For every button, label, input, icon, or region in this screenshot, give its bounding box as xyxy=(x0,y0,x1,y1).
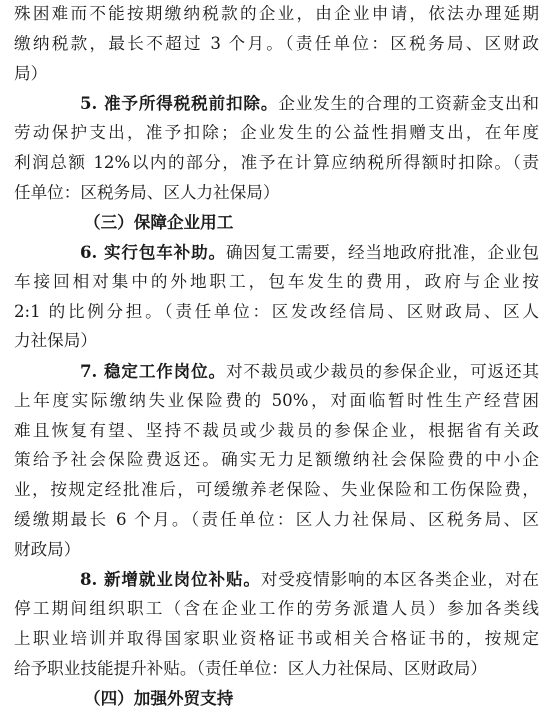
item-text: 企业发生的合理的工资薪金支出和 xyxy=(278,94,540,114)
item-text: 对不裁员或少裁员的参保企业，可返还其 xyxy=(226,362,539,381)
section-heading: （三）保障企业用工 xyxy=(84,212,234,233)
item-7-first-line xyxy=(80,359,539,384)
body-line: 2:1 的比例分担。（责任单位：区发改经信局、区财政局、区人 xyxy=(14,301,539,321)
item-title: 6. 实行包车补助。 xyxy=(80,242,226,262)
body-line: 难且恢复有望、坚持不裁员或少裁员的参保企业，根据省有关政 xyxy=(14,420,539,440)
body-line: 财政局） xyxy=(14,539,81,559)
body-line: 殊困难而不能按期缴纳税款的企业，由企业申请，依法办理延期 xyxy=(14,4,539,23)
item-title: 5. 准予所得税税前扣除。 xyxy=(80,93,279,114)
body-line: 力社保局） xyxy=(14,331,97,351)
body-line: 上职业培训并取得国家职业资格证书或相关合格证书的，按规定 xyxy=(14,628,539,648)
body-line: 停工期间组织职工（含在企业工作的劳务派遣人员）参加各类线 xyxy=(14,599,539,618)
item-5-first-line xyxy=(80,91,539,116)
item-6-first-line xyxy=(80,240,539,265)
body-line: 利润总额 12%以内的部分，准予在计算应纳税所得额时扣除。（责 xyxy=(14,152,539,172)
body-line: 缴纳税款，最长不超过 3 个月。（责任单位：区税务局、区财政 xyxy=(14,33,539,53)
body-line: 任单位：区税务局、区人力社保局） xyxy=(14,182,280,202)
item-text: 对受疫情影响的本区各类企业，对在 xyxy=(260,570,540,590)
section-heading: （四）加强外贸支持 xyxy=(84,688,234,709)
item-8-first-line xyxy=(80,567,539,592)
body-line: 局） xyxy=(14,63,48,83)
body-line: 缓缴期最长 6 个月。（责任单位：区人力社保局、区税务局、区 xyxy=(14,509,539,529)
body-line: 劳动保护支出，准予扣除；企业发生的公益性捐赠支出，在年度 xyxy=(14,123,539,142)
body-line: 给予职业技能提升补贴。（责任单位：区人力社保局、区财政局） xyxy=(14,658,487,678)
body-line: 车接回相对集中的外地职工，包车发生的费用，政府与企业按 xyxy=(14,271,539,291)
body-line: 业，按规定经批准后，可缓缴养老保险、失业保险和工伤保险费， xyxy=(14,480,539,499)
item-text: 确因复工需要，经当地政府批准，企业包 xyxy=(226,243,539,262)
body-line: 策给予社会保险费返还。确实无力足额缴纳社会保险费的中小企 xyxy=(14,450,539,470)
item-title: 8. 新增就业岗位补贴。 xyxy=(80,569,261,590)
body-line: 上年度实际缴纳失业保险费的 50%，对面临暂时性生产经营困 xyxy=(14,390,539,410)
item-title: 7. 稳定工作岗位。 xyxy=(80,361,226,381)
